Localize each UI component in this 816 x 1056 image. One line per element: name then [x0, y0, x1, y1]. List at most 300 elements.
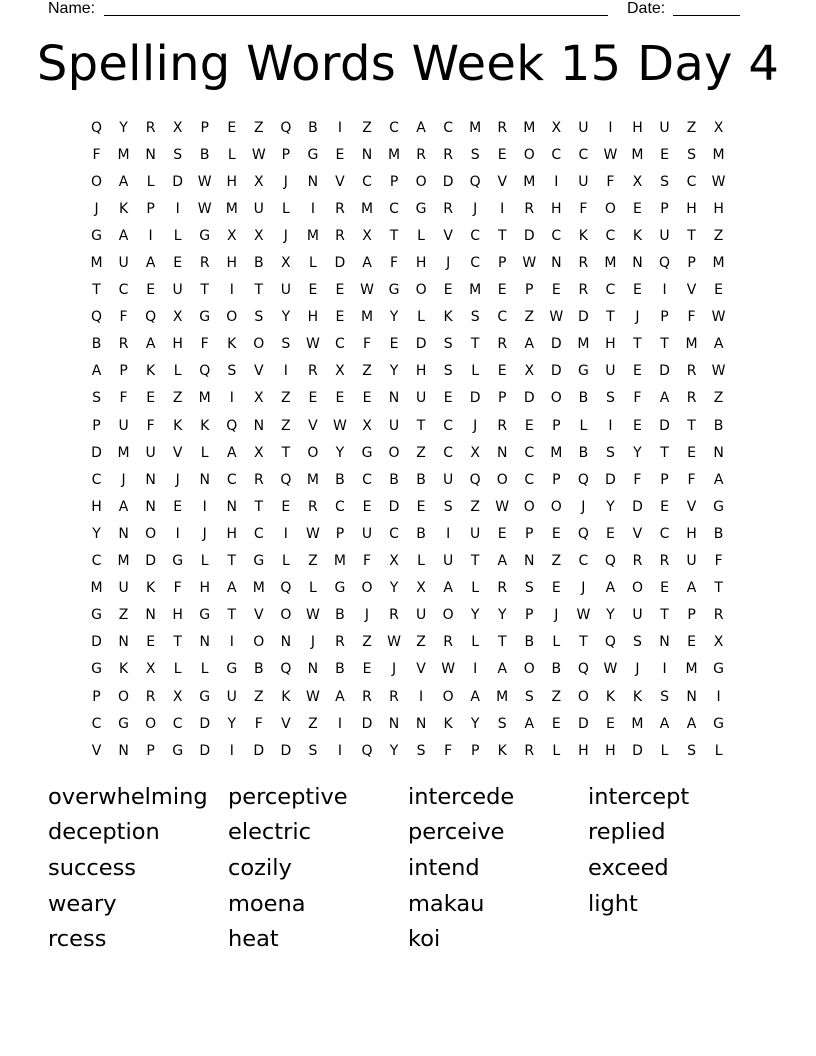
grid-letter: I: [662, 661, 667, 678]
grid-letter: J: [581, 580, 586, 597]
name-label: Name:: [48, 0, 96, 17]
grid-letter: J: [473, 200, 478, 217]
grid-letter: K: [578, 227, 588, 244]
grid-letter: D: [659, 363, 670, 380]
grid-letter: J: [283, 173, 288, 190]
grid-letter: V: [632, 525, 643, 542]
grid-letter: H: [226, 173, 238, 190]
grid-letter: Q: [361, 742, 373, 759]
grid-letter: U: [118, 255, 129, 272]
grid-letter: O: [226, 309, 238, 326]
grid-letter: W: [441, 661, 456, 678]
grid-letter: W: [387, 634, 401, 651]
grid-letter: H: [551, 200, 562, 217]
grid-letter: I: [446, 525, 451, 542]
grid-letter: U: [118, 417, 129, 434]
grid-letter: T: [92, 282, 101, 299]
grid-letter: O: [442, 607, 454, 624]
grid-letter: P: [498, 390, 507, 407]
grid-letter: X: [172, 119, 183, 136]
header: [48, 0, 748, 20]
grid-letter: P: [146, 200, 155, 217]
grid-letter: Q: [280, 471, 292, 488]
grid-letter: I: [310, 200, 315, 217]
grid-letter: T: [687, 227, 696, 244]
grid-letter: X: [335, 363, 345, 380]
grid-letter: E: [633, 282, 642, 299]
grid-letter: P: [389, 173, 399, 190]
grid-letter: F: [633, 390, 642, 407]
grid-letter: Y: [389, 363, 399, 380]
grid-letter: K: [173, 417, 183, 434]
grid-letter: E: [146, 634, 156, 651]
grid-letter: C: [659, 525, 670, 542]
grid-letter: D: [659, 417, 670, 434]
grid-letter: E: [443, 282, 453, 299]
grid-letter: C: [226, 471, 237, 488]
grid-letter: N: [415, 715, 427, 732]
grid-letter: J: [554, 607, 559, 624]
grid-letter: Z: [172, 390, 183, 407]
grid-letter: G: [118, 715, 129, 732]
grid-row: [83, 114, 733, 141]
grid-letter: W: [711, 309, 726, 326]
grid-letter: Y: [389, 309, 399, 326]
grid-letter: L: [173, 227, 182, 244]
grid-letter: J: [283, 227, 288, 244]
grid-letter: Q: [280, 119, 292, 136]
grid-letter: G: [199, 607, 211, 624]
grid-letter: S: [687, 146, 696, 163]
grid-row: [83, 737, 733, 764]
grid-letter: N: [145, 146, 156, 163]
grid-letter: G: [172, 742, 184, 759]
grid-letter: D: [361, 715, 373, 732]
grid-letter: N: [145, 498, 156, 515]
grid-letter: U: [470, 525, 481, 542]
grid-letter: R: [335, 227, 345, 244]
grid-letter: A: [226, 444, 237, 461]
grid-letter: T: [660, 444, 669, 461]
grid-letter: A: [470, 688, 480, 705]
grid-letter: W: [711, 173, 726, 190]
grid-letter: O: [604, 200, 616, 217]
grid-letter: C: [253, 525, 264, 542]
grid-letter: W: [305, 607, 320, 624]
grid-letter: P: [146, 742, 155, 759]
grid-letter: B: [713, 525, 724, 542]
grid-letter: H: [172, 607, 183, 624]
grid-letter: Z: [362, 363, 372, 380]
grid-letter: P: [470, 742, 480, 759]
word-bank-item: intercept: [588, 783, 690, 810]
grid-letter: C: [172, 715, 183, 732]
grid-letter: S: [443, 363, 453, 380]
grid-row: [83, 520, 733, 547]
grid-letter: A: [362, 255, 372, 272]
grid-letter: C: [362, 471, 372, 488]
grid-letter: T: [254, 498, 264, 515]
name-field-line[interactable]: [104, 15, 608, 16]
grid-letter: G: [199, 309, 211, 326]
grid-letter: T: [281, 444, 291, 461]
grid-row: [83, 466, 733, 493]
grid-letter: X: [713, 119, 724, 136]
grid-letter: I: [337, 119, 343, 136]
grid-row: [83, 249, 733, 276]
grid-letter: M: [117, 444, 130, 461]
grid-letter: P: [92, 688, 101, 705]
grid-letter: M: [360, 200, 374, 217]
grid-letter: T: [687, 417, 696, 434]
grid-letter: D: [334, 255, 346, 272]
grid-letter: F: [390, 255, 399, 272]
grid-letter: V: [686, 498, 697, 515]
grid-letter: U: [172, 282, 183, 299]
word-bank: [48, 779, 768, 957]
grid-letter: A: [416, 119, 426, 136]
grid-letter: M: [496, 688, 509, 705]
grid-letter: V: [497, 173, 508, 190]
grid-letter: X: [226, 227, 237, 244]
grid-letter: G: [199, 688, 211, 705]
grid-letter: J: [175, 471, 180, 488]
grid-letter: Q: [577, 661, 589, 678]
grid-letter: X: [145, 661, 156, 678]
grid-letter: M: [117, 553, 130, 570]
grid-letter: Z: [362, 634, 372, 651]
grid-letter: A: [497, 661, 508, 678]
grid-letter: D: [388, 498, 400, 515]
grid-letter: R: [443, 200, 453, 217]
grid-letter: Z: [254, 119, 264, 136]
grid-letter: C: [91, 715, 102, 732]
grid-letter: L: [579, 417, 588, 434]
grid-letter: Q: [226, 417, 238, 434]
grid-letter: R: [497, 580, 508, 597]
grid-letter: I: [148, 227, 153, 244]
grid-letter: E: [443, 390, 453, 407]
grid-letter: D: [91, 634, 102, 651]
grid-row: [83, 304, 733, 331]
grid-letter: F: [362, 336, 372, 353]
grid-letter: M: [387, 146, 401, 163]
grid-letter: G: [307, 146, 319, 163]
grid-letter: C: [686, 173, 697, 190]
grid-letter: I: [229, 634, 234, 651]
grid-letter: R: [713, 607, 724, 624]
grid-letter: N: [496, 444, 508, 461]
grid-letter: A: [524, 715, 535, 732]
grid-letter: W: [603, 661, 618, 678]
grid-letter: O: [523, 661, 535, 678]
grid-letter: U: [659, 227, 670, 244]
grid-letter: I: [662, 282, 667, 299]
grid-letter: M: [631, 715, 644, 732]
grid-letter: D: [469, 390, 481, 407]
grid-letter: E: [497, 525, 507, 542]
grid-letter: Q: [469, 471, 481, 488]
grid-letter: Y: [389, 742, 399, 759]
grid-letter: K: [146, 363, 156, 380]
grid-letter: X: [362, 417, 372, 434]
grid-letter: V: [308, 417, 318, 434]
grid-letter: U: [253, 200, 264, 217]
date-field-line[interactable]: [673, 15, 740, 16]
grid-letter: E: [524, 417, 534, 434]
word-bank-item: overwhelming: [48, 783, 208, 810]
grid-letter: E: [660, 146, 669, 163]
word-bank-item: intercede: [408, 783, 515, 810]
grid-letter: U: [632, 607, 643, 624]
grid-letter: B: [254, 255, 264, 272]
grid-letter: D: [550, 363, 562, 380]
grid-letter: O: [145, 715, 157, 732]
grid-letter: H: [415, 255, 427, 272]
grid-letter: C: [118, 282, 129, 299]
grid-letter: A: [145, 255, 156, 272]
grid-letter: P: [687, 607, 696, 624]
grid-letter: T: [200, 282, 209, 299]
grid-letter: U: [118, 580, 129, 597]
grid-letter: L: [200, 661, 209, 678]
grid-letter: J: [635, 309, 640, 326]
grid-row: [83, 548, 733, 575]
grid-letter: L: [660, 742, 669, 759]
grid-letter: E: [227, 119, 237, 136]
grid-letter: I: [608, 417, 613, 434]
word-bank-item: makau: [408, 890, 485, 917]
grid-letter: R: [389, 607, 399, 624]
grid-letter: E: [146, 282, 156, 299]
grid-letter: B: [524, 634, 535, 651]
grid-letter: U: [578, 173, 589, 190]
grid-letter: C: [389, 119, 399, 136]
grid-letter: I: [554, 173, 559, 190]
grid-letter: V: [172, 444, 183, 461]
grid-letter: Q: [280, 580, 292, 597]
grid-letter: M: [306, 227, 319, 244]
grid-letter: L: [173, 363, 182, 380]
grid-letter: G: [388, 282, 400, 299]
grid-letter: E: [416, 498, 426, 515]
grid-letter: E: [497, 146, 507, 163]
grid-letter: A: [497, 553, 508, 570]
grid-letter: K: [632, 227, 643, 244]
grid-letter: W: [197, 173, 212, 190]
grid-letter: X: [281, 255, 291, 272]
grid-letter: M: [685, 661, 698, 678]
grid-letter: S: [173, 146, 183, 163]
grid-letter: T: [497, 227, 507, 244]
grid-letter: Y: [497, 607, 507, 624]
grid-letter: O: [577, 688, 589, 705]
grid-row: [83, 277, 733, 304]
grid-letter: E: [660, 498, 669, 515]
grid-letter: S: [660, 688, 669, 705]
grid-letter: O: [361, 580, 373, 597]
grid-letter: E: [362, 661, 372, 678]
grid-letter: E: [660, 580, 669, 597]
grid-letter: D: [199, 715, 211, 732]
grid-letter: B: [335, 471, 345, 488]
word-bank-row: [48, 850, 768, 886]
grid-letter: T: [660, 607, 669, 624]
grid-letter: S: [687, 742, 696, 759]
grid-letter: T: [227, 553, 237, 570]
grid-letter: M: [631, 146, 644, 163]
grid-letter: C: [91, 471, 102, 488]
grid-letter: J: [202, 525, 207, 542]
grid-letter: A: [659, 390, 670, 407]
grid-letter: A: [659, 715, 670, 732]
grid-letter: L: [471, 580, 480, 597]
grid-letter: Y: [606, 607, 615, 624]
grid-letter: X: [172, 688, 183, 705]
grid-letter: B: [308, 119, 318, 136]
grid-letter: G: [91, 227, 102, 244]
grid-letter: P: [525, 282, 534, 299]
grid-letter: D: [91, 444, 102, 461]
grid-letter: P: [498, 255, 507, 272]
grid-letter: T: [497, 634, 507, 651]
grid-letter: D: [632, 742, 643, 759]
grid-letter: M: [306, 471, 319, 488]
grid-letter: Y: [119, 119, 128, 136]
grid-letter: F: [146, 417, 155, 434]
grid-row: [83, 439, 733, 466]
grid-letter: E: [335, 282, 345, 299]
grid-letter: H: [226, 525, 238, 542]
grid-letter: H: [686, 525, 697, 542]
grid-letter: V: [254, 607, 264, 624]
grid-row: [83, 629, 733, 656]
grid-letter: L: [308, 255, 317, 272]
grid-letter: R: [362, 688, 372, 705]
grid-letter: E: [551, 282, 561, 299]
grid-letter: U: [226, 688, 237, 705]
grid-letter: C: [389, 200, 399, 217]
grid-letter: E: [551, 715, 561, 732]
grid-letter: A: [605, 580, 616, 597]
grid-letter: K: [227, 336, 237, 353]
word-bank-item: perceptive: [228, 783, 348, 810]
grid-letter: J: [473, 417, 478, 434]
grid-letter: N: [713, 444, 724, 461]
grid-letter: U: [443, 553, 454, 570]
date-label: Date:: [627, 0, 666, 17]
grid-letter: R: [497, 119, 508, 136]
grid-letter: R: [253, 471, 264, 488]
grid-letter: M: [604, 255, 617, 272]
grid-letter: K: [443, 309, 453, 326]
grid-letter: G: [91, 607, 102, 624]
grid-letter: B: [416, 525, 426, 542]
grid-letter: S: [470, 146, 480, 163]
grid-letter: M: [550, 444, 563, 461]
grid-letter: P: [660, 200, 669, 217]
grid-letter: X: [524, 363, 535, 380]
grid-letter: L: [308, 580, 317, 597]
grid-letter: O: [631, 580, 643, 597]
grid-letter: K: [632, 688, 643, 705]
grid-letter: U: [605, 363, 616, 380]
grid-row: [83, 385, 733, 412]
grid-letter: M: [90, 255, 103, 272]
grid-letter: A: [145, 336, 156, 353]
grid-letter: I: [283, 363, 288, 380]
word-bank-item: replied: [588, 819, 666, 846]
grid-row: [83, 168, 733, 195]
grid-letter: O: [550, 498, 562, 515]
grid-letter: R: [118, 336, 129, 353]
grid-letter: W: [522, 255, 537, 272]
grid-letter: J: [364, 607, 370, 624]
grid-letter: N: [226, 498, 237, 515]
grid-letter: H: [713, 200, 724, 217]
grid-letter: I: [419, 688, 424, 705]
grid-row: [83, 683, 733, 710]
grid-letter: S: [416, 742, 426, 759]
grid-letter: O: [307, 444, 319, 461]
grid-letter: R: [443, 634, 453, 651]
grid-letter: M: [712, 255, 725, 272]
grid-letter: R: [497, 417, 508, 434]
grid-letter: B: [578, 444, 589, 461]
grid-letter: X: [254, 390, 264, 407]
grid-letter: C: [551, 227, 562, 244]
grid-letter: A: [524, 336, 535, 353]
grid-letter: O: [118, 688, 130, 705]
grid-letter: I: [229, 390, 234, 407]
grid-letter: N: [253, 417, 265, 434]
grid-letter: Y: [281, 309, 291, 326]
grid-letter: Y: [606, 498, 615, 515]
grid-letter: V: [416, 661, 426, 678]
grid-letter: Q: [145, 309, 157, 326]
grid-letter: W: [549, 309, 564, 326]
grid-letter: Y: [470, 607, 480, 624]
grid-letter: R: [578, 255, 589, 272]
grid-letter: X: [362, 227, 372, 244]
grid-letter: J: [635, 661, 640, 678]
grid-letter: N: [199, 634, 210, 651]
grid-letter: O: [550, 390, 562, 407]
grid-letter: R: [497, 336, 508, 353]
grid-letter: E: [605, 525, 615, 542]
grid-row: [83, 602, 733, 629]
grid-letter: W: [495, 498, 510, 515]
grid-letter: K: [118, 200, 129, 217]
grid-letter: E: [497, 363, 507, 380]
grid-letter: E: [308, 282, 318, 299]
grid-letter: S: [92, 390, 101, 407]
grid-letter: B: [199, 146, 210, 163]
grid-letter: X: [254, 173, 264, 190]
grid-letter: I: [608, 119, 613, 136]
grid-letter: C: [335, 498, 345, 515]
grid-letter: J: [121, 471, 126, 488]
grid-letter: G: [415, 200, 427, 217]
grid-letter: B: [335, 607, 345, 624]
word-bank-item: deception: [48, 819, 160, 846]
grid-letter: E: [335, 146, 345, 163]
grid-letter: A: [443, 580, 453, 597]
grid-letter: E: [687, 634, 696, 651]
grid-row: [83, 412, 733, 439]
grid-letter: R: [524, 200, 535, 217]
grid-letter: O: [253, 336, 265, 353]
